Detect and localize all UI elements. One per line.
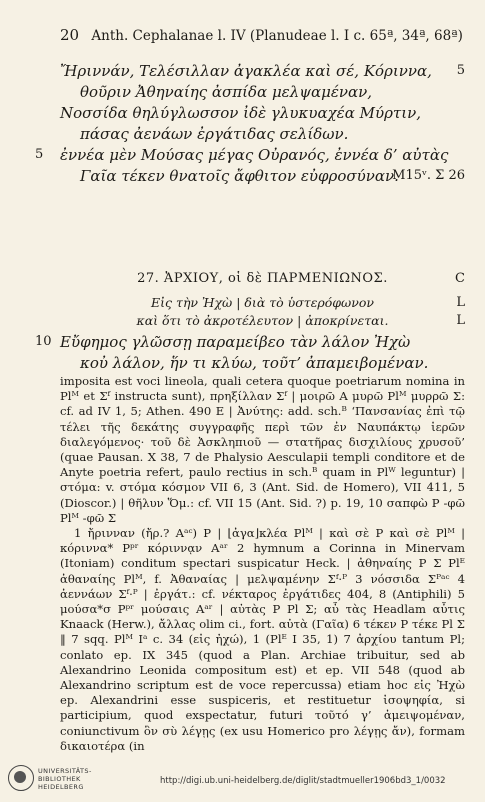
library-seal-icon xyxy=(8,765,34,791)
running-header xyxy=(60,26,463,44)
apparatus-paragraph: imposita est voci lineola, quali cetera quoque poetriarum nomina in Plᴹ et Σᶠ instructa sunt), πρηξίλλαν Σᶠ | μοιρῶ A μυρῶ Plᴹ μυρρῶ Σ: cf. ad IV 1, 5; Athen. 490 E | Ἀνύτης: add. sch.ᴮ ‘Πανσανίας ἐπὶ τῷ τέλει τῆς δεκάτης συγγραφῆς περὶ τῶν ἐν Ναυπάκτῳ ἱερῶν διαλεγόμενος· τοῦ δὲ Ἀσκληπιοῦ — στατῆρας δισχιλίους χρυσοῦ’ (quae Pausan. X 38, 7 de Phalysio Aesculapii templi conditore et de Anyte poetria refert, paulo rectius in sch.ᴮ quam in Plᵂ leguntur) | στόμα: v. στόμα κόσμον VII 6, 3 (Ant. Sid. de Homero), VII 411, 5 (Dioscor.) | θῆλυν Ὅμ.: cf. VII 15 (Ant. Sid. ?) p. 19, 10 σαπφὼ P -φῶ Plᴹ -φῶ Σ xyxy=(60,374,465,525)
source-siglum: L xyxy=(456,295,465,310)
running-title: Anth. Cephalanae l. IV (Planudeae l. I c. 65ª, 34ª, 68ª) xyxy=(91,28,463,44)
line-number: 5 xyxy=(35,147,44,162)
verse-line: πάσας ἀενάων ἐργάτιδας σελίδων. xyxy=(80,125,349,143)
verse-line: 10 Εὔφημος γλῶσσῃ παραμείβεο τὰν λάλον Ἠχὼ xyxy=(35,333,411,351)
page-number: 20 xyxy=(60,26,80,44)
source-siglum: L xyxy=(456,313,465,328)
verse-line: κοὐ λάλον, ἥν τι κλύω, τοῦτ’ ἀπαμειβομέναν. xyxy=(80,354,429,372)
lemma-line: καὶ ὅτι τὸ ἀκροτέλευτον | ἀποκρίνεται. L xyxy=(136,313,465,328)
verse-line: Γαῖα τέκεν θνατοῖς ἄφθιτον εὐφροσύναν. M15ᵛ. Σ 26 xyxy=(80,167,465,185)
lemma-line: Εἰς τὴν Ἠχὼ | διὰ τὸ ὑστερόφωνον L xyxy=(151,295,465,310)
critical-apparatus xyxy=(60,374,465,754)
verse-line: Ἤριννάν, Τελέσιλλαν ἀγακλέα καὶ σέ, Κόριννα, 5 xyxy=(60,62,465,80)
line-number: 5 xyxy=(456,63,465,78)
permalink-url[interactable]: http://digi.ub.uni-heidelberg.de/diglit/stadtmueller1906bd3_1/0032 xyxy=(160,776,446,786)
verse-line: θοῦριν Ἀθηναίης ἀσπίδα μελψαμέναν, xyxy=(80,83,373,101)
poem-first xyxy=(35,62,465,188)
library-logo: UNIVERSITÄTS- BIBLIOTHEK HEIDELBERG xyxy=(6,763,126,797)
verse-line: Νοσσίδα θηλύγλωσσον ἰδὲ γλυκυαχέα Μύρτιν, xyxy=(60,104,421,122)
epigram-heading: 27. ἈΡΧΙΟΥ, οἱ δὲ ΠΑΡΜΕΝΙΩΝΟΣ. C xyxy=(137,271,465,286)
source-siglum: C xyxy=(455,271,465,286)
line-number: 10 xyxy=(35,334,52,349)
verse-line: 5 ἐννέα μὲν Μούσας μέγας Οὐρανός, ἐννέα δ’ αὐτὰς xyxy=(35,146,449,164)
manuscript-reference: M15ᵛ. Σ 26 xyxy=(392,168,465,183)
apparatus-paragraph: 1 ἤρινναν (ἤρ.? Aᵃᶜ) P | ⌊ἀγα⌋κλέα Plᴹ | καὶ σὲ P καὶ σὲ Plᴹ | κόριννα* Pᵖʳ κόριννᾳν Aᵃʳ 2 hymnum a Corinna in Minervam (Itoniam) conditum spectari suspicatur Heck. | ἀθηναίης P Σ Plᴱ ἀθαναίης Plᴹ, f. Ἀθαναίας | μελψαμένην Σᶠ·ᴾ 3 νόσσιδα Σᴾᵃᶜ 4 ἀεννάων Σᶠ·ᴾ | ἐργάτ.: cf. νέκταρος ἐργάτιδες 404, 8 (Antiphili) 5 μούσα*σ Pᵖʳ μούσαις Aᵃʳ | αὐτὰς P Pl Σ; αὖ τὰς Headlam αὖτις Knaack (Herw.), ἄλλας olim ci., fort. αὐτὰ (Γαῖα) 6 τέκεν P τέκε Pl Σ ‖ 7 sqq. Plᴹ Iᵃ c. 34 (εἰς ἠχώ), 1 (Plᴱ I 35, 1) 7 ἀρχίου tantum Pl; conlato ep. IX 345 (quod a Plan. Archiae tribuitur, sed ab Alexandrino Leonida compositum est) et ep. VII 548 (quod ab Alexandrino scriptum est de voce repercussa) etiam hoc εἰς Ἠχὼ ep. Alexandrini esse suspiceris, et restituetur ἰσοψηφία, si participium, quod exspectatur, futuri τοῦτό γ’ ἀμειψομέναν, coniunctivum ὃν σὺ λέγῃς (ex usu Homerico pro λέγῃς ἄν), formam δικαιοτέρα (in xyxy=(60,526,465,753)
poem-second xyxy=(35,333,465,375)
